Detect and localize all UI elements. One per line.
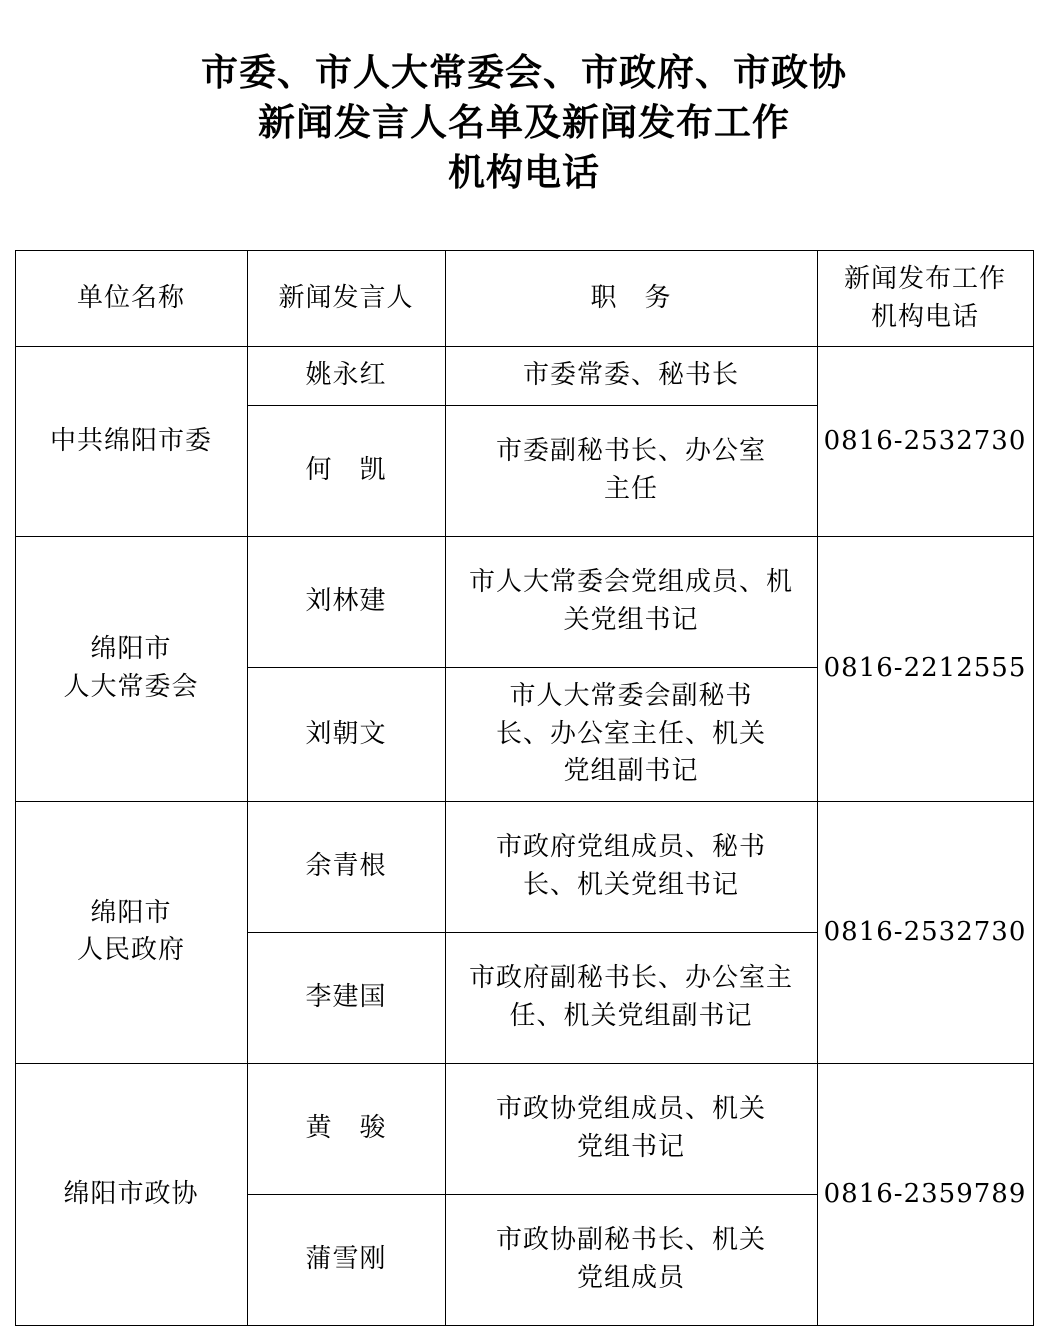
unit-line: 绵阳市 — [90, 634, 172, 665]
table-row — [15, 801, 1033, 932]
cell-unit-1 — [15, 347, 247, 537]
duty-line: 市委副秘书长、办公室 — [495, 436, 766, 467]
cell-duty-2-1 — [445, 536, 817, 667]
cell-phone-1: 0816-2532730 — [817, 347, 1033, 537]
cell-name-1-1: 姚永红 — [247, 347, 445, 406]
table-row — [15, 1063, 1033, 1194]
cell-phone-4: 0816-2359789 — [817, 1063, 1033, 1325]
duty-line: 党组成员 — [576, 1262, 685, 1293]
cell-unit-3 — [15, 801, 247, 1063]
unit-line: 绵阳市 — [90, 897, 172, 928]
column-header-duty: 职 务 — [445, 250, 817, 346]
duty-line: 任、机关党组副书记 — [509, 1000, 753, 1031]
duty-line: 市政协副秘书长、机关 — [495, 1225, 766, 1256]
cell-unit-4 — [15, 1063, 247, 1325]
duty-line: 市政府副秘书长、办公室主 — [468, 963, 793, 994]
cell-duty-1-1 — [445, 347, 817, 406]
duty-line: 党组副书记 — [563, 756, 699, 787]
cell-name-2-1: 刘林建 — [247, 536, 445, 667]
cell-name-3-2: 李建国 — [247, 932, 445, 1063]
column-header-phone — [817, 250, 1033, 346]
table-row — [15, 536, 1033, 667]
column-header-phone-line-1: 新闻发布工作 — [843, 263, 1006, 294]
duty-line: 长、机关党组书记 — [522, 869, 739, 900]
column-header-spokesperson: 新闻发言人 — [247, 250, 445, 346]
unit-line: 人大常委会 — [63, 671, 199, 702]
cell-duty-2-2 — [445, 667, 817, 801]
cell-duty-3-1 — [445, 801, 817, 932]
page-title — [14, 48, 1034, 198]
spokesperson-table — [15, 250, 1034, 1326]
cell-name-4-2: 蒲雪刚 — [247, 1194, 445, 1325]
cell-name-1-2: 何 凯 — [247, 405, 445, 536]
duty-line: 市委常委、秘书长 — [522, 360, 739, 391]
unit-line: 中共绵阳市委 — [49, 425, 212, 456]
duty-line: 市政府党组成员、秘书 — [495, 832, 766, 863]
cell-phone-3: 0816-2532730 — [817, 801, 1033, 1063]
page-title-line-2: 新闻发言人名单及新闻发布工作 — [258, 99, 790, 144]
page-title-line-1: 市委、市人大常委会、市政府、市政协 — [201, 50, 847, 94]
cell-duty-4-1 — [445, 1063, 817, 1194]
duty-line: 党组书记 — [576, 1131, 685, 1162]
unit-line: 绵阳市政协 — [63, 1178, 199, 1209]
duty-line: 市政协党组成员、机关 — [495, 1094, 766, 1125]
cell-name-2-2: 刘朝文 — [247, 667, 445, 801]
cell-duty-1-2 — [445, 405, 817, 536]
duty-line: 市人大常委会副秘书 — [509, 680, 753, 711]
duty-line: 主任 — [603, 473, 658, 504]
duty-line: 关党组书记 — [563, 604, 699, 635]
cell-name-4-1: 黄 骏 — [247, 1063, 445, 1194]
page-title-line-3: 机构电话 — [448, 149, 600, 194]
cell-duty-3-2 — [445, 932, 817, 1063]
cell-unit-2 — [15, 536, 247, 801]
unit-line: 人民政府 — [76, 935, 185, 966]
column-header-unit: 单位名称 — [15, 250, 247, 346]
table-row — [15, 347, 1033, 406]
column-header-phone-line-2: 机构电话 — [870, 301, 979, 332]
duty-line: 长、办公室主任、机关 — [495, 718, 766, 749]
table-header-row — [15, 250, 1033, 346]
cell-name-3-1: 余青根 — [247, 801, 445, 932]
cell-duty-4-2 — [445, 1194, 817, 1325]
duty-line: 市人大常委会党组成员、机 — [468, 567, 793, 598]
cell-phone-2: 0816-2212555 — [817, 536, 1033, 801]
